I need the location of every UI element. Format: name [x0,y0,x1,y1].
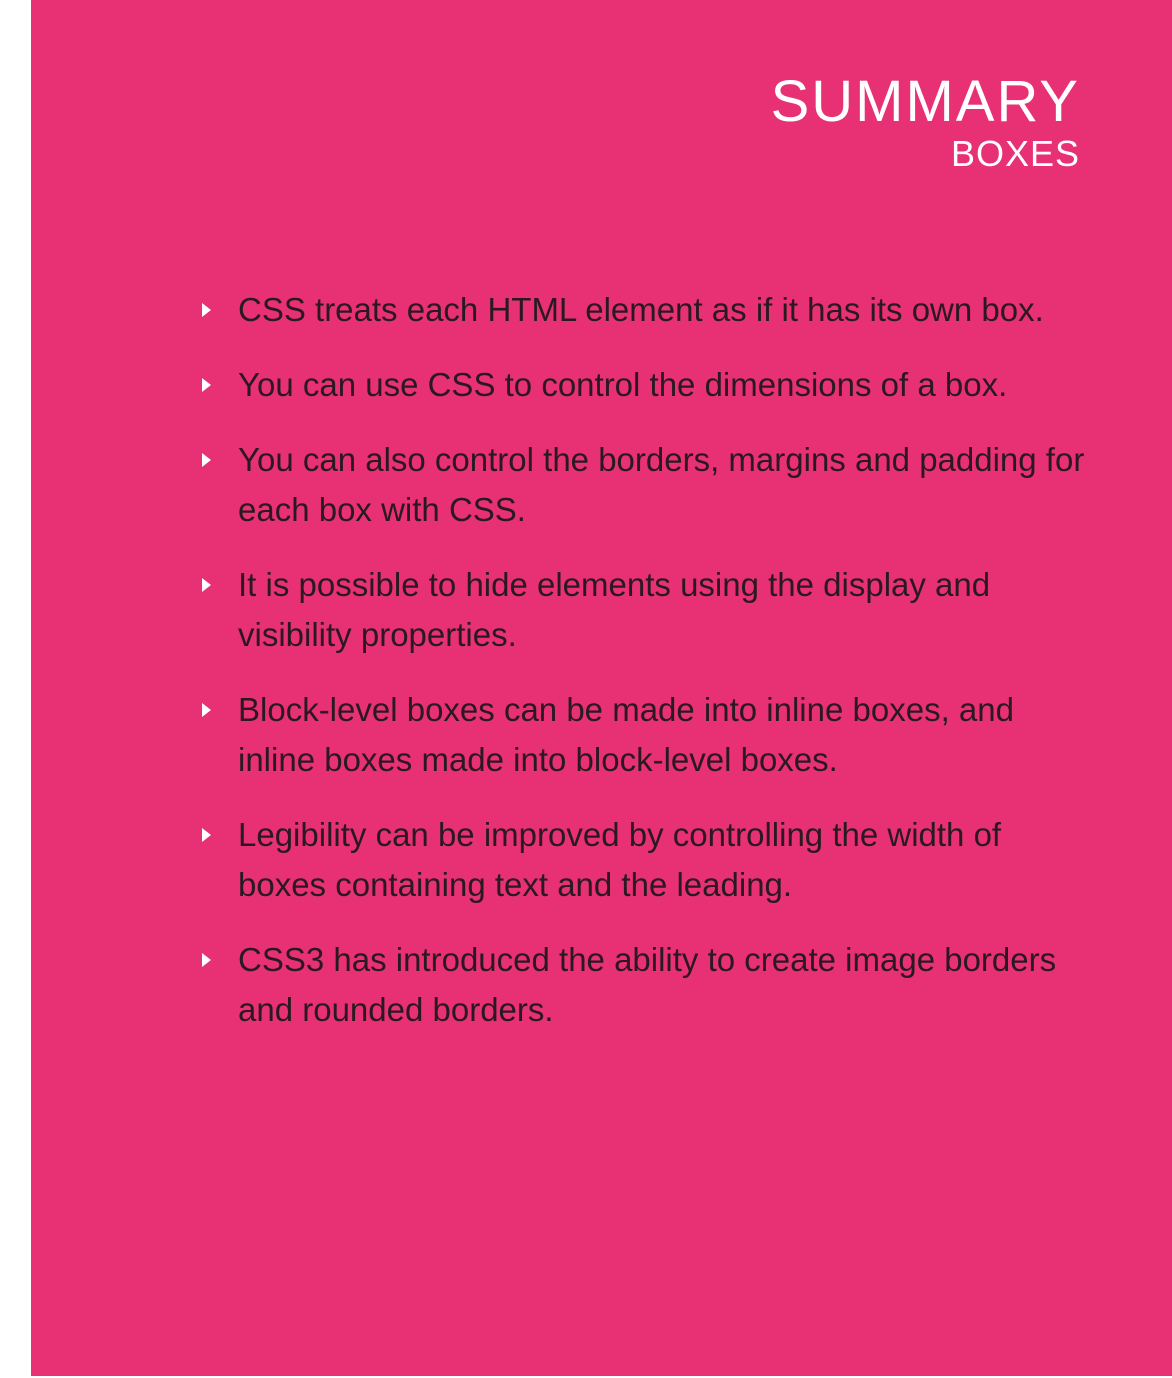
list-item-text: You can use CSS to control the dimensions of a box. [238,366,1008,403]
triangle-right-icon [202,378,211,392]
list-item-text: CSS treats each HTML element as if it has its own box. [238,291,1044,328]
list-item [198,810,1098,910]
triangle-right-icon [202,953,211,967]
triangle-right-icon [202,303,211,317]
summary-list [198,285,1098,1060]
list-item [198,935,1098,1035]
list-item [198,435,1098,535]
list-item-text: Legibility can be improved by controlling the width of boxes containing text and the leading. [238,816,1002,903]
page-subtitle: BOXES [950,133,1080,174]
triangle-right-icon [202,828,211,842]
triangle-right-icon [202,703,211,717]
list-item [198,685,1098,785]
list-item-text: You can also control the borders, margins and padding for each box with CSS. [238,441,1085,528]
summary-page [31,0,1172,1376]
list-item [198,360,1098,410]
list-item-text: Block-level boxes can be made into inline boxes, and inline boxes made into block-level boxes. [238,691,1014,778]
list-item-text: CSS3 has introduced the ability to create image borders and rounded borders. [238,941,1057,1028]
list-item-text: It is possible to hide elements using the display and visibility properties. [238,566,991,653]
list-item [198,285,1098,335]
triangle-right-icon [202,453,211,467]
page-title: SUMMARY [770,69,1080,134]
triangle-right-icon [202,578,211,592]
list-item [198,560,1098,660]
heading-block [771,70,1080,174]
